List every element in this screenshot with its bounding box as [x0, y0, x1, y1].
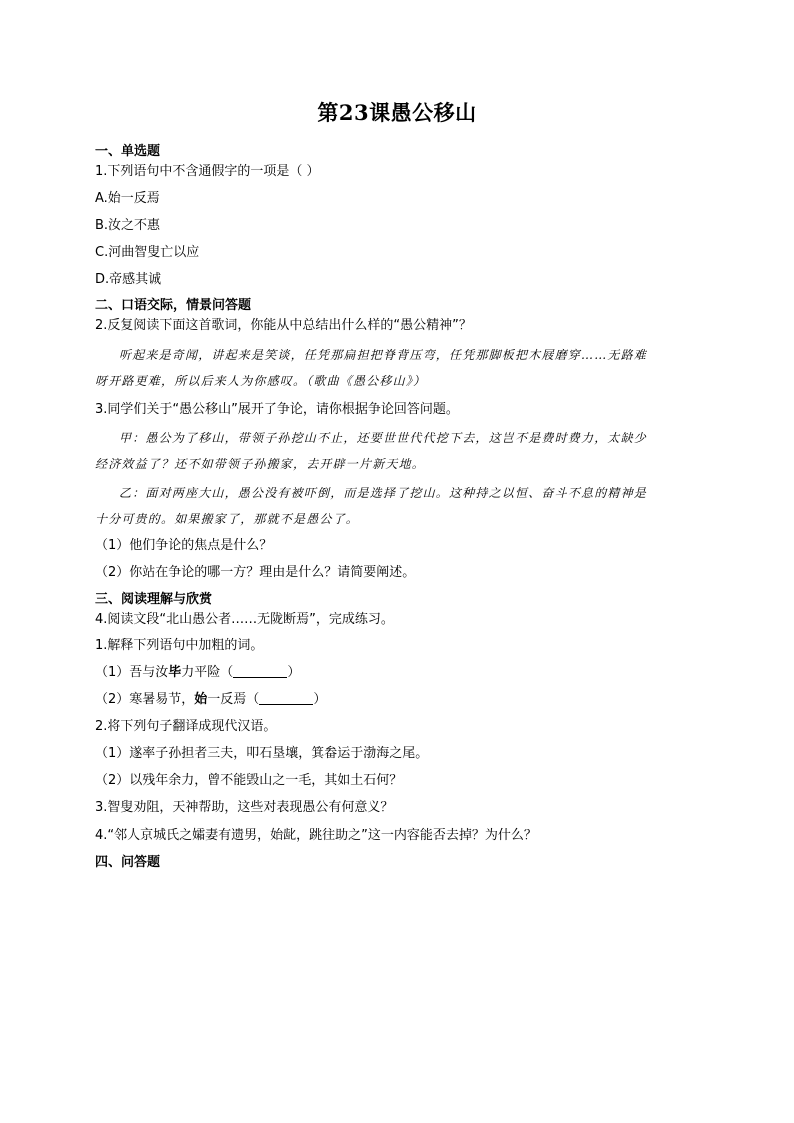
part-4: 4.“邻人京城氏之孀妻有遗男，始龀，跳往助之”这一内容能否去掉？为什么？ — [95, 828, 537, 843]
part-2-heading: 2.将下列句子翻译成现代汉语。 — [95, 719, 277, 734]
debate-yi-line-2: 十分可贵的。如果搬家了，那就不是愚公了。 — [95, 512, 360, 526]
page-title: 第23课愚公移山 — [317, 100, 477, 125]
part-1-item-1-post: 力平险（ — [181, 665, 234, 680]
section-heading-reading: 三、阅读理解与欣赏 — [95, 592, 213, 607]
close-paren: ） — [287, 665, 301, 680]
bold-word-bi: 毕 — [168, 665, 182, 680]
lyric-line-1: 听起来是奇闻，讲起来是笑谈，任凭那扁担把脊背压弯，任凭那脚板把木屐磨穿……无路难 — [119, 348, 648, 362]
answer-blank[interactable] — [233, 665, 287, 678]
part-2-item-1: （1）遂率子孙担者三夫，叩石垦壤，箕畚运于渤海之尾。 — [95, 746, 429, 761]
section-heading-single-choice: 一、单选题 — [95, 144, 161, 159]
close-paren: ） — [313, 692, 327, 707]
question-3-stem: 3.同学们关于“愚公移山”展开了争论，请你根据争论回答问题。 — [95, 402, 459, 417]
section-heading-oral: 二、口语交际，情景问答题 — [95, 298, 252, 313]
option-b: B.汝之不惠 — [95, 218, 161, 233]
question-4-stem: 4.阅读文段“北山愚公者……无陇断焉”，完成练习。 — [95, 612, 394, 627]
question-3-sub-1: （1）他们争论的焦点是什么？ — [95, 538, 273, 553]
part-1-item-2-pre: （2）寒暑易节， — [95, 692, 195, 707]
part-3: 3.智叟劝阻，天神帮助，这些对表现愚公有何意义？ — [95, 800, 394, 815]
question-2-stem: 2.反复阅读下面这首歌词，你能从中总结出什么样的“愚公精神”？ — [95, 318, 472, 333]
option-d: D.帝感其诚 — [95, 272, 162, 287]
question-1-stem: 1.下列语句中不含通假字的一项是（ ） — [95, 164, 320, 179]
option-c: C.河曲智叟亡以应 — [95, 245, 200, 260]
part-2-item-2: （2）以残年余力，曾不能毁山之一毛，其如土石何？ — [95, 773, 403, 788]
part-1-item-2-post: 一反焉（ — [207, 692, 260, 707]
question-3-sub-2: （2）你站在争论的哪一方？理由是什么？请简要阐述。 — [95, 565, 416, 580]
lyric-line-2: 呀开路更难，所以后来人为你感叹。（歌曲《愚公移山》） — [95, 374, 427, 388]
part-1-item-1 — [95, 664, 300, 682]
part-1-item-1-pre: （1）吾与汝 — [95, 665, 169, 680]
section-heading-qa: 四、问答题 — [95, 855, 161, 870]
answer-blank[interactable] — [259, 692, 313, 705]
option-a: A.始一反焉 — [95, 191, 160, 206]
debate-jia-line-1: 甲：愚公为了移山，带领子孙挖山不止，还要世世代代挖下去，这岂不是费时费力，太缺少 — [119, 431, 648, 445]
part-1-heading: 1.解释下列语句中加粗的词。 — [95, 638, 264, 653]
bold-word-shi: 始 — [194, 692, 208, 707]
part-1-item-2 — [95, 691, 326, 709]
debate-yi-line-1: 乙：面对两座大山，愚公没有被吓倒，而是选择了挖山。这种持之以恒、奋斗不息的精神是 — [119, 486, 648, 500]
debate-jia-line-2: 经济效益了？还不如带领子孙搬家，去开辟一片新天地。 — [95, 457, 426, 471]
